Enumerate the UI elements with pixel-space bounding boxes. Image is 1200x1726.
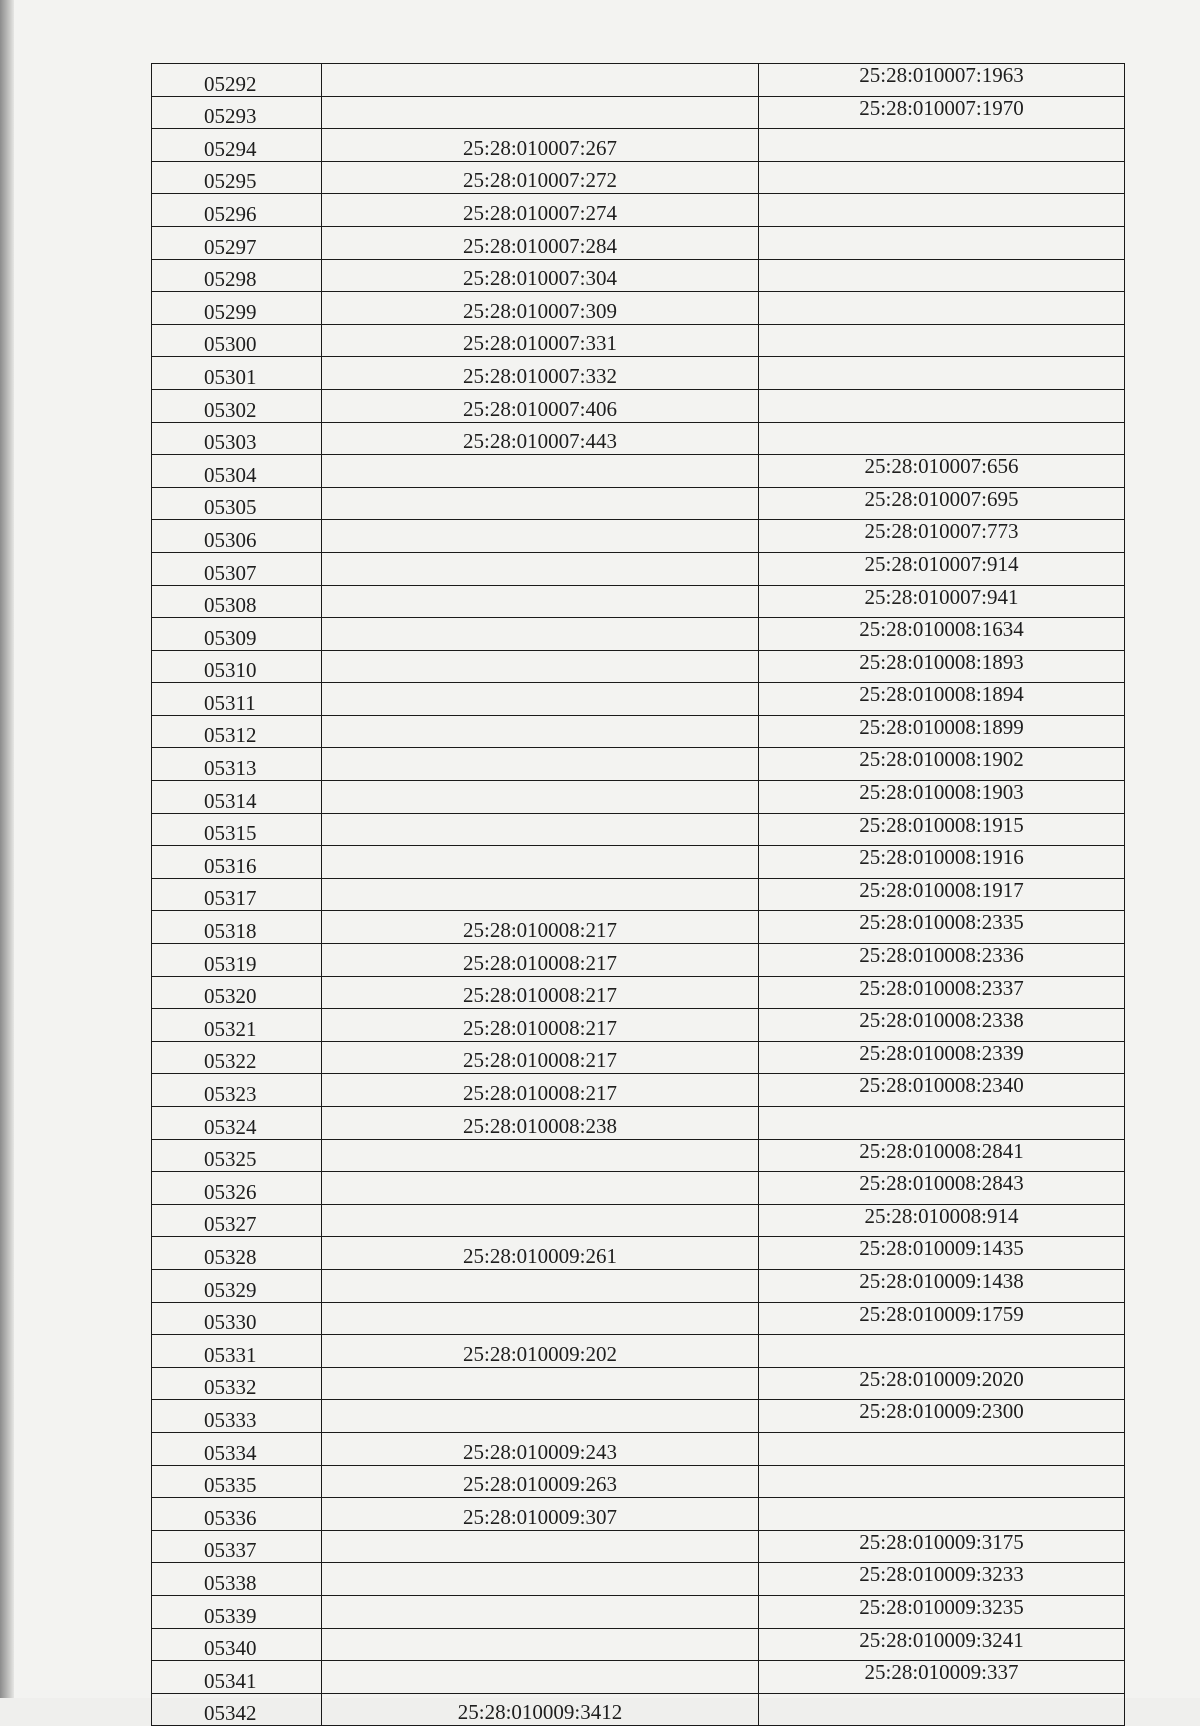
cadastral-number-cell-alt: 25:28:010008:2338 <box>759 1009 1125 1042</box>
table-row <box>152 1595 1125 1628</box>
row-number-cell: 05303 <box>152 422 322 455</box>
cadastral-number-cell: 25:28:010007:332 <box>322 357 759 390</box>
cadastral-number-cell: 25:28:010009:243 <box>322 1432 759 1465</box>
cadastral-number-cell-alt: 25:28:010007:695 <box>759 487 1125 520</box>
cadastral-number-cell-alt: 25:28:010009:3233 <box>759 1563 1125 1596</box>
table-row <box>152 650 1125 683</box>
table-row <box>152 976 1125 1009</box>
table-row <box>152 715 1125 748</box>
cadastral-number-cell-alt: 25:28:010007:1963 <box>759 64 1125 97</box>
cadastral-number-cell <box>322 781 759 814</box>
table-row <box>152 1269 1125 1302</box>
page-edge-shadow <box>0 0 14 1698</box>
cadastral-number-cell <box>322 878 759 911</box>
table-row <box>152 1204 1125 1237</box>
cadastral-number-cell: 25:28:010009:307 <box>322 1498 759 1531</box>
cadastral-number-cell: 25:28:010008:217 <box>322 976 759 1009</box>
row-number-cell: 05321 <box>152 1009 322 1042</box>
row-number-cell: 05306 <box>152 520 322 553</box>
table-row <box>152 846 1125 879</box>
row-number-cell: 05319 <box>152 944 322 977</box>
table-row <box>152 487 1125 520</box>
table-row <box>152 1237 1125 1270</box>
table-row <box>152 129 1125 162</box>
table-row <box>152 1693 1125 1726</box>
table-row <box>152 389 1125 422</box>
row-number-cell: 05298 <box>152 259 322 292</box>
row-number-cell: 05333 <box>152 1400 322 1433</box>
row-number-cell: 05336 <box>152 1498 322 1531</box>
cadastral-number-cell-alt: 25:28:010008:1903 <box>759 781 1125 814</box>
table-row <box>152 1302 1125 1335</box>
table-row <box>152 1530 1125 1563</box>
cadastral-number-cell-alt: 25:28:010009:3235 <box>759 1595 1125 1628</box>
cadastral-number-cell <box>322 1172 759 1205</box>
table-row <box>152 911 1125 944</box>
cadastral-number-cell <box>322 715 759 748</box>
table-row <box>152 748 1125 781</box>
cadastral-number-cell-alt: 25:28:010008:1634 <box>759 618 1125 651</box>
table-row <box>152 324 1125 357</box>
table-row <box>152 292 1125 325</box>
row-number-cell: 05312 <box>152 715 322 748</box>
row-number-cell: 05335 <box>152 1465 322 1498</box>
cadastral-number-cell-alt <box>759 1693 1125 1726</box>
row-number-cell: 05324 <box>152 1107 322 1140</box>
cadastral-number-cell-alt <box>759 161 1125 194</box>
row-number-cell: 05326 <box>152 1172 322 1205</box>
row-number-cell: 05330 <box>152 1302 322 1335</box>
table-row <box>152 1107 1125 1140</box>
cadastral-number-cell-alt: 25:28:010009:1759 <box>759 1302 1125 1335</box>
cadastral-number-cell <box>322 1367 759 1400</box>
table-row <box>152 1400 1125 1433</box>
table-row <box>152 520 1125 553</box>
cadastral-number-cell-alt: 25:28:010008:2336 <box>759 944 1125 977</box>
cadastral-registry-table <box>151 63 1125 1726</box>
table-row <box>152 226 1125 259</box>
cadastral-number-cell <box>322 813 759 846</box>
cadastral-number-cell <box>322 650 759 683</box>
table-row <box>152 1628 1125 1661</box>
row-number-cell: 05308 <box>152 585 322 618</box>
table-row <box>152 1074 1125 1107</box>
cadastral-number-cell <box>322 1269 759 1302</box>
cadastral-number-cell-alt <box>759 226 1125 259</box>
cadastral-number-cell-alt: 25:28:010007:1970 <box>759 96 1125 129</box>
row-number-cell: 05293 <box>152 96 322 129</box>
cadastral-number-cell: 25:28:010008:217 <box>322 1009 759 1042</box>
row-number-cell: 05341 <box>152 1661 322 1694</box>
cadastral-number-cell-alt: 25:28:010008:2337 <box>759 976 1125 1009</box>
cadastral-number-cell: 25:28:010007:331 <box>322 324 759 357</box>
cadastral-number-cell: 25:28:010009:3412 <box>322 1693 759 1726</box>
row-number-cell: 05307 <box>152 552 322 585</box>
table-row <box>152 422 1125 455</box>
row-number-cell: 05315 <box>152 813 322 846</box>
cadastral-number-cell-alt: 25:28:010009:1438 <box>759 1269 1125 1302</box>
row-number-cell: 05302 <box>152 389 322 422</box>
cadastral-number-cell <box>322 846 759 879</box>
cadastral-number-cell: 25:28:010007:406 <box>322 389 759 422</box>
cadastral-number-cell-alt: 25:28:010008:1917 <box>759 878 1125 911</box>
row-number-cell: 05329 <box>152 1269 322 1302</box>
cadastral-number-cell <box>322 1628 759 1661</box>
table-row <box>152 618 1125 651</box>
cadastral-number-cell-alt: 25:28:010007:914 <box>759 552 1125 585</box>
cadastral-number-cell: 25:28:010009:261 <box>322 1237 759 1270</box>
cadastral-number-cell: 25:28:010007:272 <box>322 161 759 194</box>
cadastral-number-cell-alt: 25:28:010009:2300 <box>759 1400 1125 1433</box>
table-row <box>152 878 1125 911</box>
cadastral-number-cell <box>322 1530 759 1563</box>
table-row <box>152 552 1125 585</box>
row-number-cell: 05318 <box>152 911 322 944</box>
row-number-cell: 05327 <box>152 1204 322 1237</box>
row-number-cell: 05309 <box>152 618 322 651</box>
table-row <box>152 1465 1125 1498</box>
cadastral-number-cell-alt: 25:28:010008:2340 <box>759 1074 1125 1107</box>
table-row <box>152 1335 1125 1368</box>
cadastral-number-cell <box>322 618 759 651</box>
cadastral-number-cell <box>322 683 759 716</box>
table-row <box>152 194 1125 227</box>
cadastral-number-cell-alt <box>759 389 1125 422</box>
row-number-cell: 05337 <box>152 1530 322 1563</box>
table-row <box>152 259 1125 292</box>
cadastral-number-cell: 25:28:010007:309 <box>322 292 759 325</box>
cadastral-number-cell-alt: 25:28:010008:914 <box>759 1204 1125 1237</box>
row-number-cell: 05305 <box>152 487 322 520</box>
table-row <box>152 1498 1125 1531</box>
table-row <box>152 1009 1125 1042</box>
cadastral-number-cell-alt <box>759 1432 1125 1465</box>
cadastral-number-cell-alt: 25:28:010008:2339 <box>759 1041 1125 1074</box>
row-number-cell: 05296 <box>152 194 322 227</box>
cadastral-number-cell: 25:28:010007:284 <box>322 226 759 259</box>
cadastral-number-cell <box>322 1139 759 1172</box>
cadastral-number-cell-alt: 25:28:010008:1916 <box>759 846 1125 879</box>
cadastral-number-cell <box>322 1563 759 1596</box>
row-number-cell: 05317 <box>152 878 322 911</box>
table-row <box>152 1563 1125 1596</box>
cadastral-number-cell-alt: 25:28:010008:1915 <box>759 813 1125 846</box>
cadastral-number-cell-alt <box>759 324 1125 357</box>
cadastral-number-cell-alt: 25:28:010008:1894 <box>759 683 1125 716</box>
row-number-cell: 05294 <box>152 129 322 162</box>
cadastral-number-cell-alt: 25:28:010007:656 <box>759 455 1125 488</box>
row-number-cell: 05300 <box>152 324 322 357</box>
row-number-cell: 05295 <box>152 161 322 194</box>
cadastral-number-cell-alt <box>759 1335 1125 1368</box>
table-row <box>152 781 1125 814</box>
table-row <box>152 1172 1125 1205</box>
row-number-cell: 05334 <box>152 1432 322 1465</box>
table-row <box>152 813 1125 846</box>
table-row <box>152 1661 1125 1694</box>
cadastral-number-cell: 25:28:010007:443 <box>322 422 759 455</box>
row-number-cell: 05320 <box>152 976 322 1009</box>
cadastral-number-cell-alt: 25:28:010009:3175 <box>759 1530 1125 1563</box>
cadastral-number-cell-alt: 25:28:010008:1902 <box>759 748 1125 781</box>
cadastral-number-cell-alt <box>759 194 1125 227</box>
row-number-cell: 05311 <box>152 683 322 716</box>
cadastral-number-cell <box>322 1204 759 1237</box>
cadastral-number-cell: 25:28:010008:217 <box>322 1074 759 1107</box>
cadastral-number-cell-alt: 25:28:010007:773 <box>759 520 1125 553</box>
table-row <box>152 161 1125 194</box>
row-number-cell: 05338 <box>152 1563 322 1596</box>
row-number-cell: 05301 <box>152 357 322 390</box>
cadastral-number-cell-alt: 25:28:010007:941 <box>759 585 1125 618</box>
cadastral-number-cell <box>322 552 759 585</box>
row-number-cell: 05299 <box>152 292 322 325</box>
row-number-cell: 05310 <box>152 650 322 683</box>
cadastral-number-cell-alt: 25:28:010008:2843 <box>759 1172 1125 1205</box>
cadastral-number-cell <box>322 487 759 520</box>
cadastral-number-cell: 25:28:010008:238 <box>322 1107 759 1140</box>
row-number-cell: 05332 <box>152 1367 322 1400</box>
cadastral-number-cell-alt: 25:28:010008:2841 <box>759 1139 1125 1172</box>
cadastral-number-cell <box>322 585 759 618</box>
table-row <box>152 1139 1125 1172</box>
cadastral-number-cell-alt <box>759 422 1125 455</box>
cadastral-number-cell <box>322 96 759 129</box>
cadastral-number-cell-alt <box>759 1498 1125 1531</box>
cadastral-number-cell <box>322 748 759 781</box>
cadastral-number-cell <box>322 1400 759 1433</box>
cadastral-number-cell-alt <box>759 1465 1125 1498</box>
row-number-cell: 05313 <box>152 748 322 781</box>
table-row <box>152 96 1125 129</box>
cadastral-number-cell: 25:28:010008:217 <box>322 1041 759 1074</box>
row-number-cell: 05292 <box>152 64 322 97</box>
cadastral-number-cell <box>322 1595 759 1628</box>
cadastral-number-cell-alt: 25:28:010009:2020 <box>759 1367 1125 1400</box>
cadastral-number-cell: 25:28:010008:217 <box>322 911 759 944</box>
table-row <box>152 455 1125 488</box>
cadastral-number-cell <box>322 455 759 488</box>
table-row <box>152 683 1125 716</box>
row-number-cell: 05323 <box>152 1074 322 1107</box>
cadastral-number-cell: 25:28:010009:263 <box>322 1465 759 1498</box>
cadastral-number-cell-alt <box>759 1107 1125 1140</box>
row-number-cell: 05314 <box>152 781 322 814</box>
table-row <box>152 1432 1125 1465</box>
cadastral-number-cell: 25:28:010007:274 <box>322 194 759 227</box>
cadastral-number-cell: 25:28:010009:202 <box>322 1335 759 1368</box>
cadastral-number-cell-alt <box>759 292 1125 325</box>
row-number-cell: 05328 <box>152 1237 322 1270</box>
cadastral-number-cell-alt: 25:28:010008:1893 <box>759 650 1125 683</box>
cadastral-number-cell-alt <box>759 129 1125 162</box>
cadastral-number-cell <box>322 520 759 553</box>
cadastral-number-cell-alt: 25:28:010008:1899 <box>759 715 1125 748</box>
table-row <box>152 1367 1125 1400</box>
cadastral-number-cell: 25:28:010008:217 <box>322 944 759 977</box>
row-number-cell: 05331 <box>152 1335 322 1368</box>
cadastral-number-cell-alt <box>759 259 1125 292</box>
cadastral-number-cell <box>322 64 759 97</box>
table-row <box>152 944 1125 977</box>
row-number-cell: 05322 <box>152 1041 322 1074</box>
cadastral-number-cell-alt: 25:28:010009:1435 <box>759 1237 1125 1270</box>
row-number-cell: 05340 <box>152 1628 322 1661</box>
row-number-cell: 05297 <box>152 226 322 259</box>
row-number-cell: 05304 <box>152 455 322 488</box>
row-number-cell: 05316 <box>152 846 322 879</box>
table-row <box>152 64 1125 97</box>
cadastral-number-cell: 25:28:010007:267 <box>322 129 759 162</box>
row-number-cell: 05325 <box>152 1139 322 1172</box>
cadastral-number-cell <box>322 1302 759 1335</box>
table-row <box>152 357 1125 390</box>
cadastral-number-cell <box>322 1661 759 1694</box>
cadastral-number-cell-alt: 25:28:010009:3241 <box>759 1628 1125 1661</box>
table-row <box>152 585 1125 618</box>
row-number-cell: 05342 <box>152 1693 322 1726</box>
cadastral-number-cell: 25:28:010007:304 <box>322 259 759 292</box>
row-number-cell: 05339 <box>152 1595 322 1628</box>
table-row <box>152 1041 1125 1074</box>
cadastral-number-cell-alt: 25:28:010008:2335 <box>759 911 1125 944</box>
cadastral-number-cell-alt: 25:28:010009:337 <box>759 1661 1125 1694</box>
table-body <box>152 64 1125 1726</box>
cadastral-number-cell-alt <box>759 357 1125 390</box>
